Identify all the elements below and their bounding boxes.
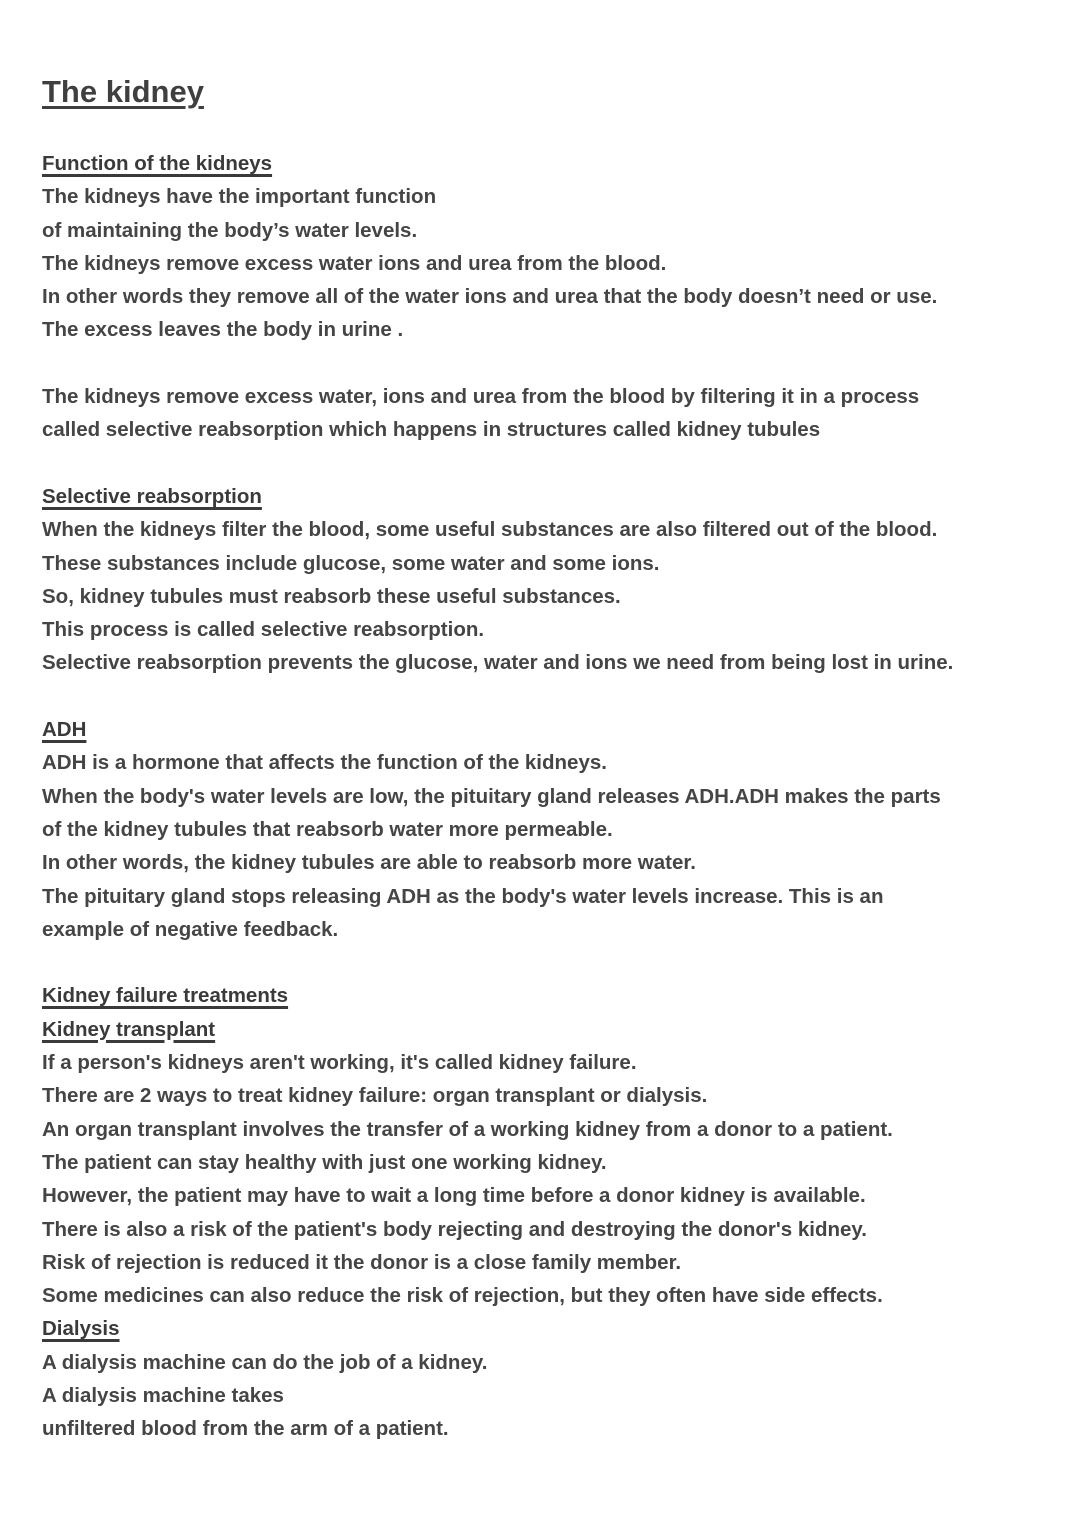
text-line: unfiltered blood from the arm of a patient. bbox=[42, 1417, 449, 1441]
spacer bbox=[42, 680, 1052, 713]
text-line: However, the patient may have to wait a long time before a donor kidney is available. bbox=[42, 1184, 866, 1208]
text-line: of maintaining the body’s water levels. bbox=[42, 218, 418, 242]
text-line: When the body's water levels are low, the pituitary gland releases ADH.ADH makes the parts bbox=[42, 784, 941, 808]
text-line: of the kidney tubules that reabsorb water more permeable. bbox=[42, 817, 613, 841]
page-title: The kidney bbox=[42, 74, 204, 109]
text-line: There are 2 ways to treat kidney failure: organ transplant or dialysis. bbox=[42, 1084, 708, 1108]
text-line: There is also a risk of the patient's body rejecting and destroying the donor's kidney. bbox=[42, 1217, 867, 1241]
spacer bbox=[42, 946, 1052, 979]
text-line: ADH is a hormone that affects the function of the kidneys. bbox=[42, 751, 607, 775]
text-line: This process is called selective reabsorption. bbox=[42, 618, 485, 642]
text-line: In other words, the kidney tubules are able to reabsorb more water. bbox=[42, 851, 696, 875]
text-line: called selective reabsorption which happens in structures called kidney tubules bbox=[42, 418, 821, 442]
section-heading-function: Function of the kidneys bbox=[42, 152, 273, 175]
document bbox=[42, 70, 1052, 1446]
text-line: A dialysis machine can do the job of a kidney. bbox=[42, 1350, 488, 1374]
subheading-dialysis: Dialysis bbox=[42, 1317, 120, 1341]
text-line: The kidneys remove excess water ions and urea from the blood. bbox=[42, 251, 667, 275]
section-heading-selective-reabsorption: Selective reabsorption bbox=[42, 484, 262, 508]
text-line: A dialysis machine takes bbox=[42, 1383, 284, 1407]
text-line: If a person's kidneys aren't working, it's called kidney failure. bbox=[42, 1051, 637, 1075]
spacer bbox=[42, 447, 1052, 480]
text-line: The kidneys have the important function bbox=[42, 185, 437, 209]
text-line: example of negative feedback. bbox=[42, 917, 339, 941]
section-heading-kidney-failure: Kidney failure treatments bbox=[42, 984, 289, 1008]
text-line: The pituitary gland stops releasing ADH as the body's water levels increase. This is an bbox=[42, 884, 884, 908]
text-line: Some medicines can also reduce the risk of rejection, but they often have side effects. bbox=[42, 1284, 883, 1308]
text-line: Risk of rejection is reduced it the donor is a close family member. bbox=[42, 1250, 682, 1274]
text-line: When the kidneys filter the blood, some useful substances are also filtered out of the blood. bbox=[42, 518, 938, 542]
text-line: The patient can stay healthy with just one working kidney. bbox=[42, 1150, 607, 1174]
text-line: Selective reabsorption prevents the glucose, water and ions we need from being lost in urine. bbox=[42, 651, 954, 675]
text-line: The excess leaves the body in urine . bbox=[42, 318, 404, 342]
text-line: The kidneys remove excess water, ions and urea from the blood by filtering it in a process bbox=[42, 385, 920, 409]
text-line: So, kidney tubules must reabsorb these useful substances. bbox=[42, 584, 621, 608]
text-line: An organ transplant involves the transfer of a working kidney from a donor to a patient. bbox=[42, 1117, 893, 1141]
subheading-kidney-transplant: Kidney transplant bbox=[42, 1017, 216, 1041]
section-heading-adh: ADH bbox=[42, 718, 87, 742]
text-line: In other words they remove all of the water ions and urea that the body doesn’t need or use. bbox=[42, 285, 938, 309]
spacer bbox=[42, 347, 1052, 380]
text-line: These substances include glucose, some water and some ions. bbox=[42, 551, 660, 575]
